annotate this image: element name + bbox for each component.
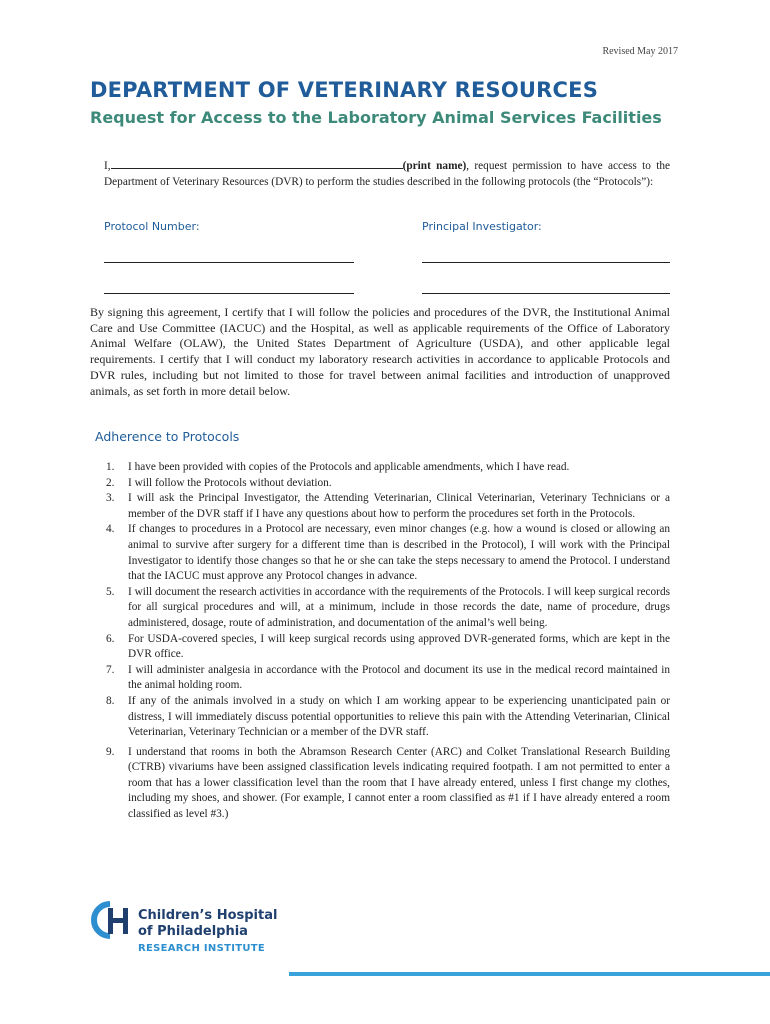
- print-name-blank[interactable]: [111, 158, 403, 169]
- chop-logo-line1: Children’s Hospital: [138, 908, 278, 923]
- list-item-number: 2.: [106, 476, 115, 489]
- list-item: [90, 522, 670, 584]
- adherence-list: [90, 460, 670, 823]
- agreement-paragraph: By signing this agreement, I certify that I will follow the policies and procedures of the DVR, the Institutional Animal Care and Use Committee (IACUC) and the Hospital, as well as applicable requirements of the Office of Laboratory Animal Welfare (OLAW), the United States Department of Agriculture (USDA), and other applicable legal requirements. I certify that I will conduct my laboratory research activities in accordance to applicable Protocols and DVR rules, including but not limited to those for travel between animal facilities and introduction of unapproved animals, as set forth in more detail below.: [90, 305, 670, 398]
- intro-paragraph: [104, 158, 670, 190]
- intro-rest: , request permission to have access to the Department of Veterinary Resources (DVR) to perform the studies described in the following protocols (the “Protocols”):: [104, 160, 670, 188]
- list-item: [90, 745, 670, 823]
- protocol-number-line-2[interactable]: [104, 293, 354, 294]
- list-item-text: I understand that rooms in both the Abramson Research Center (ARC) and Colket Translational Research Building (CTRB) vivariums have been assigned classification levels indicating required footpath. I am not permitted to enter a room that has a lower classification level than the room that I have already entered, unless I first change my clothes, including my shoes, and shower. (For example, I cannot enter a room classified as #1 if I have already entered a room classified as level #3.): [128, 745, 670, 821]
- list-item-text: If changes to procedures in a Protocol are necessary, even minor changes (e.g. how a wound is closed or allowing an animal to survive after surgery for a different time than is described in the Protocol), I will work with the Principal Investigator to identify those changes so that he or she can take the steps necessary to amend the Protocol. I understand that the IACUC must approve any Protocol changes in advance.: [128, 523, 670, 583]
- list-item-text: I will administer analgesia in accordance with the Protocol and document its use in the medical record maintained in the animal holding room.: [128, 663, 670, 692]
- revision-date: Revised May 2017: [602, 46, 678, 57]
- principal-investigator-line-1[interactable]: [422, 262, 670, 263]
- list-item-number: 1.: [106, 461, 115, 473]
- list-item-number: 8.: [106, 694, 115, 707]
- list-item-number: 5.: [106, 585, 115, 598]
- list-item: [90, 585, 670, 632]
- list-item: [90, 491, 670, 522]
- list-item-number: 7.: [106, 663, 115, 676]
- list-item-text: I have been provided with copies of the Protocols and applicable amendments, which I have read.: [128, 461, 570, 473]
- footer-accent-bar: [289, 972, 770, 976]
- chop-logo-name: [138, 908, 277, 940]
- list-item-text: I will ask the Principal Investigator, the Attending Veterinarian, Clinical Veterinarian, Veterinary Technicians or a member of the DVR staff if I have any questions about how to perform the procedures set forth in the Protocols.: [128, 492, 670, 520]
- list-item: [90, 632, 670, 663]
- chop-logo: [90, 900, 290, 960]
- form-subtitle: Request for Access to the Laboratory Animal Services Facilities: [90, 108, 662, 127]
- list-item-text: If any of the animals involved in a study on which I am working appear to be experiencing unanticipated pain or distress, I will immediately discuss potential opportunities to relieve this pain with the Attending Veterinarian, Clinical Veterinarian, Veterinary Technician or a member of the DVR staff.: [128, 694, 670, 739]
- protocol-number-label: Protocol Number:: [104, 220, 200, 233]
- list-item-number: 9.: [106, 745, 115, 758]
- chop-logo-line2: of Philadelphia: [138, 924, 248, 939]
- list-item-number: 6.: [106, 632, 115, 645]
- principal-investigator-line-2[interactable]: [422, 293, 670, 294]
- list-item: [90, 476, 670, 492]
- list-item-text: For USDA-covered species, I will keep surgical records using approved DVR-generated forms, which are kept in the DVR office.: [128, 632, 670, 661]
- list-item-text: I will follow the Protocols without deviation.: [128, 476, 332, 489]
- list-item: [90, 694, 670, 741]
- list-item: [90, 663, 670, 694]
- list-item: [90, 460, 670, 476]
- department-title: DEPARTMENT OF VETERINARY RESOURCES: [90, 78, 599, 102]
- print-name-hint: (print name): [402, 160, 467, 172]
- intro-prefix: I,: [104, 160, 111, 172]
- chop-logo-research-institute: RESEARCH INSTITUTE: [138, 943, 266, 954]
- list-item-number: 3.: [106, 492, 115, 505]
- protocol-number-line-1[interactable]: [104, 262, 354, 263]
- principal-investigator-label: Principal Investigator:: [422, 220, 542, 233]
- chop-logo-mark-icon: [90, 900, 134, 940]
- section-heading-adherence: Adherence to Protocols: [95, 429, 240, 444]
- list-item-text: I will document the research activities in accordance with the requirements of the Protocols. I will keep surgical records for all surgical procedures and will, at a minimum, include in those records the date, name of procedure, drugs administered, dosage, route of administration, and documentation of the animal’s well being.: [128, 585, 670, 629]
- list-item-number: 4.: [106, 523, 115, 536]
